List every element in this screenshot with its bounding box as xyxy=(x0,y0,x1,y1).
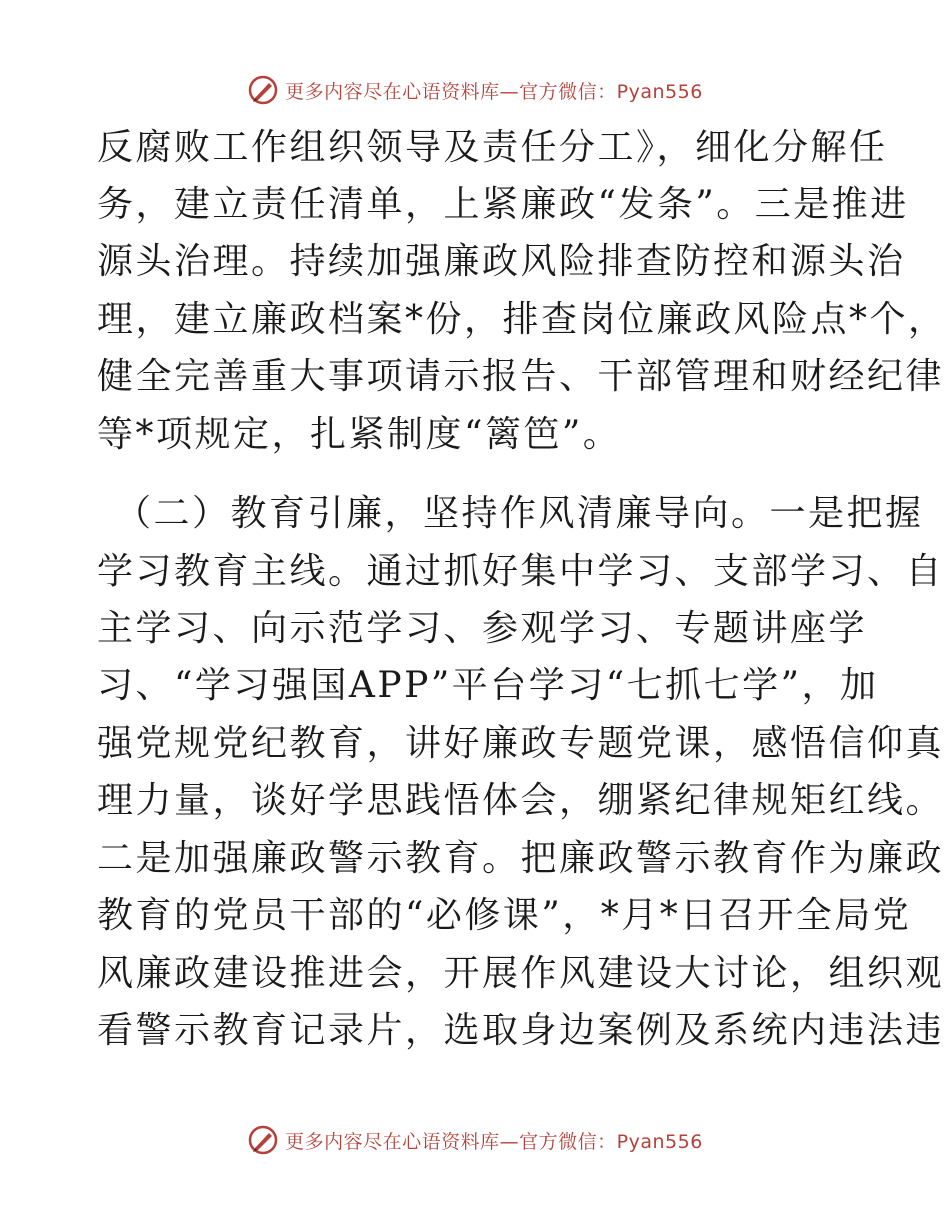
text-line: 习、“学习强国APP”平台学习“七抓七学”，加 xyxy=(97,665,879,706)
text-line: 理力量，谈好学思践悟体会，绷紧纪律规矩红线。 xyxy=(97,780,945,821)
text-line: 风廉政建设推进会，开展作风建设大讨论，组织观 xyxy=(97,953,945,994)
text-line: 主学习、向示范学习、参观学习、专题讲座学 xyxy=(97,608,868,649)
pen-logo-icon xyxy=(247,74,279,106)
header-banner-text: 更多内容尽在心语资料库—官方微信：Pyan556 xyxy=(285,80,703,103)
section-heading-line: （二）教育引廉，坚持作风清廉导向。一是把握 xyxy=(115,493,924,534)
footer-banner xyxy=(0,1120,950,1160)
text-line: 健全完善重大事项请示报告、干部管理和财经纪律 xyxy=(97,356,945,397)
text-line: 看警示教育记录片，选取身边案例及系统内违法违 xyxy=(97,1010,945,1051)
pen-logo-icon xyxy=(247,1124,279,1156)
text-line: 二是加强廉政警示教育。把廉政警示教育作为廉政 xyxy=(97,838,945,879)
text-line: 源头治理。持续加强廉政风险排查防控和源头治 xyxy=(97,241,906,282)
text-line: 反腐败工作组织领导及责任分工》，细化分解任 xyxy=(97,127,888,168)
footer-banner-text: 更多内容尽在心语资料库—官方微信：Pyan556 xyxy=(285,1130,703,1153)
text-line: 理，建立廉政档案*份，排查岗位廉政风险点*个， xyxy=(97,299,947,340)
text-line: 务，建立责任清单，上紧廉政“发条”。三是推进 xyxy=(97,184,909,225)
text-line: 学习教育主线。通过抓好集中学习、支部学习、自 xyxy=(97,551,945,592)
header-banner xyxy=(0,70,950,110)
text-line: 强党规党纪教育，讲好廉政专题党课，感悟信仰真 xyxy=(97,723,945,764)
text-line: 教育的党员干部的“必修课”，*月*日召开全局党 xyxy=(97,895,912,936)
text-line: 等*项规定，扎紧制度“篱笆”。 xyxy=(97,414,622,455)
